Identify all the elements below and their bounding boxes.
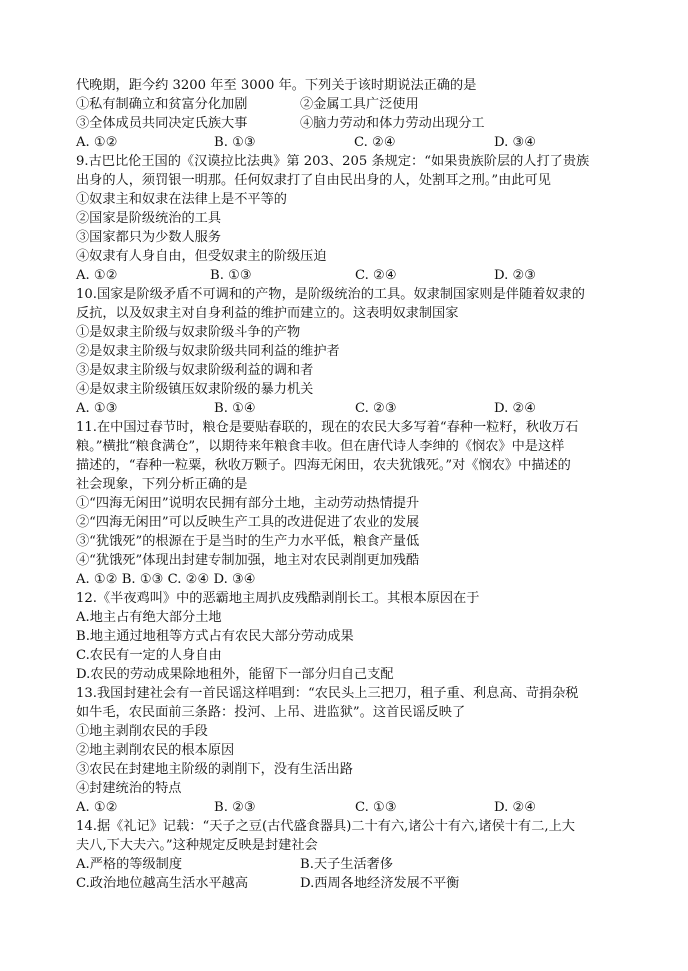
q12-option-a: A.地主占有绝大部分土地 [76, 610, 222, 625]
q10-item-2: ②是奴隶主阶级与奴隶阶级共同利益的维护者 [76, 344, 340, 359]
q14-option-c: C.政治地位越高生活水平越高 [76, 876, 249, 891]
q8-option-a: A. ①② [76, 135, 118, 150]
q13-option-b: B. ②③ [214, 800, 256, 815]
q11-stem-line-1: 11.在中国过春节时，粮仓是要贴春联的，现在的农民大多写着“春种一粒籽，秋收万石 [76, 420, 579, 435]
q8-option-b: B. ①③ [214, 135, 256, 150]
q9-stem-line-1: 9.古巴比伦王国的《汉谟拉比法典》第 203、205 条规定：“如果贵族阶层的人打了贵族 [76, 154, 590, 169]
q11-stem-line-4: 社会现象，下列分析正确的是 [76, 477, 248, 492]
q14-stem-line-1: 14.据《礼记》记载：“天子之豆(古代盛食器具)二十有六,诸公十有六,诸侯十有二,上大 [76, 819, 575, 834]
q11-item-1: ①“四海无闲田”说明农民拥有部分土地，主动劳动热情提升 [76, 496, 420, 511]
q11-stem-line-3: 描述的，“春种一粒粟，秋收万颗子。四海无闲田，农夫犹饿死。”对《悯农》中描述的 [76, 458, 571, 473]
q11-item-2: ②“四海无闲田”可以反映生产工具的改进促进了农业的发展 [76, 515, 420, 530]
q13-item-4: ④封建统治的特点 [76, 781, 182, 796]
q10-option-d: D. ②④ [494, 401, 537, 416]
q9-option-b: B. ①③ [210, 268, 252, 283]
q9-option-d: D. ②③ [494, 268, 537, 283]
q9-item-1: ①奴隶主和奴隶在法律上是不平等的 [76, 192, 287, 207]
q13-option-d: D. ②④ [494, 800, 537, 815]
q12-option-b: B.地主通过地租等方式占有农民大部分劳动成果 [76, 629, 354, 644]
q13-item-2: ②地主剥削农民的根本原因 [76, 743, 235, 758]
q14-option-a: A.严格的等级制度 [76, 857, 183, 872]
q9-item-3: ③国家都只为少数人服务 [76, 230, 222, 245]
q13-item-1: ①地主剥削农民的手段 [76, 724, 208, 739]
q9-option-a: A. ①② [76, 268, 118, 283]
q8-item-4: ④脑力劳动和体力劳动出现分工 [300, 116, 485, 131]
q10-option-a: A. ①③ [76, 401, 118, 416]
q14-option-b: B.天子生活奢侈 [300, 857, 394, 872]
q13-stem-line-1: 13.我国封建社会有一首民谣这样唱到：“农民头上三把刀，租子重、利息高、苛捐杂税 [76, 686, 579, 701]
q14-option-d: D.西周各地经济发展不平衡 [300, 876, 460, 891]
q12-option-c: C.农民有一定的人身自由 [76, 648, 222, 663]
q13-item-3: ③农民在封建地主阶级的剥削下，没有生活出路 [76, 762, 353, 777]
q10-item-1: ①是奴隶主阶级与奴隶阶级斗争的产物 [76, 325, 301, 340]
q14-stem-line-2: 夫八,下大夫六。”这种规定反映是封建社会 [76, 838, 318, 853]
q13-option-c: C. ①③ [355, 800, 397, 815]
q11-item-4: ④“犹饿死”体现出封建专制加强，地主对农民剥削更加残酷 [76, 553, 420, 568]
q13-option-a: A. ①② [76, 800, 118, 815]
q8-option-d: D. ③④ [494, 135, 537, 150]
q9-stem-line-2: 出身的人，须罚银一明那。任何奴隶打了自由民出身的人，处割耳之刑。”由此可见 [76, 173, 551, 188]
q10-option-b: B. ①④ [214, 401, 256, 416]
q9-item-4: ④奴隶有人身自由，但受奴隶主的阶级压迫 [76, 249, 327, 264]
q8-item-3: ③全体成员共同决定氏族大事 [76, 116, 248, 131]
q11-stem-line-2: 粮。”横批“粮食满仓”，以期待来年粮食丰收。但在唐代诗人李绅的《悯农》中是这样 [76, 439, 565, 454]
q12-stem: 12.《半夜鸡叫》中的恶霸地主周扒皮残酷剥削长工。其根本原因在于 [76, 591, 480, 606]
q10-option-c: C. ②③ [355, 401, 397, 416]
q11-options: A. ①② B. ①③ C. ②④ D. ③④ [76, 572, 256, 587]
q8-item-2: ②金属工具广泛使用 [300, 97, 419, 112]
q9-option-c: C. ②④ [355, 268, 397, 283]
q10-stem-line-2: 反抗，以及奴隶主对自身利益的维护而建立的。这表明奴隶制国家 [76, 306, 459, 321]
q9-item-2: ②国家是阶级统治的工具 [76, 211, 222, 226]
q11-item-3: ③“犹饿死”的根源在于是当时的生产力水平低，粮食产量低 [76, 534, 420, 549]
q13-stem-line-2: 如牛毛，农民面前三条路：投河、上吊、进监狱”。这首民谣反映了 [76, 705, 466, 720]
q8-stem-line: 代晚期，距今约 3200 年至 3000 年。下列关于该时期说法正确的是 [76, 78, 477, 93]
q8-option-c: C. ②④ [354, 135, 396, 150]
q10-item-4: ④是奴隶主阶级镇压奴隶阶级的暴力机关 [76, 382, 314, 397]
q10-item-3: ③是奴隶主阶级与奴隶阶级利益的调和者 [76, 363, 314, 378]
q8-item-1: ①私有制确立和贫富分化加剧 [76, 97, 248, 112]
q12-option-d: D.农民的劳动成果除地租外，能留下一部分归自己支配 [76, 667, 394, 682]
q10-stem-line-1: 10.国家是阶级矛盾不可调和的产物，是阶级统治的工具。奴隶制国家则是伴随着奴隶的 [76, 287, 585, 302]
